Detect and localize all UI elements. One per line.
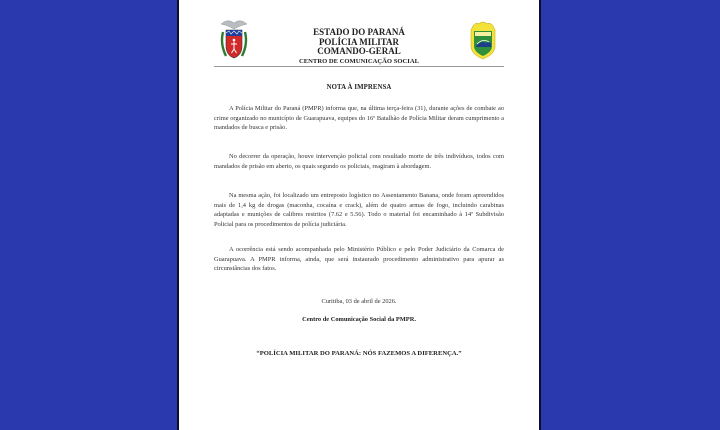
paragraph-4 [214,245,504,274]
letterhead-line-command: COMANDO-GERAL [317,46,401,56]
paragraph-2-text: No decorrer da operação, houve intervenção policial com resultado morte de três indivíduos, todos com mandados de prisão em aberto, os quais segundo os policiais, reagiram à abordagem. [214,153,504,170]
signature: Centro de Comunicação Social da PMPR. [302,316,416,323]
date-line: Curitiba, 03 de abril de 2026. [321,298,397,305]
paragraph-4-text: A ocorrência está sendo acompanhada pelo Ministério Público e pelo Poder Judiciário da Comarca de Guarapuava. A PMPR informa, ainda, que será instaurado procedimento administrativo para apurar as circunstâncias dos fatos. [214,246,504,273]
paragraph-1-text: A Polícia Militar do Paraná (PMPR) informa que, na última terça-feira (31), durante ações de combate ao crime organizado no município de Guarapuava, equipes do 16º Batalhão de Polícia Militar deram cumprimento a mandados de busca e prisão. [214,105,504,132]
paragraph-3 [214,191,504,229]
paragraph-1 [214,104,504,133]
parana-state-coat-of-arms-icon [218,18,250,62]
pmpr-badge-icon [467,20,499,60]
paragraph-3-text: Na mesma ação, foi localizado um entreposto logístico no Assentamento Banana, onde foram apreendidos mais de 1,4 kg de drogas (maconha, cocaína e crack), além de quatro armas de fogo, incluindo carabinas adaptadas e munições de calibres restritos (7.62 e 5.56). Todo o material foi encaminhado à 14ª Subdivisão Policial para os procedimentos de polícia judiciária. [214,192,504,228]
letterhead-title [254,28,464,66]
letterhead-line-police: POLÍCIA MILITAR [318,36,400,47]
letterhead-line-communication: CENTRO DE COMUNICAÇÃO SOCIAL [299,57,419,65]
press-release-page [179,0,539,430]
document-title: NOTA À IMPRENSA [326,84,392,91]
motto: “POLÍCIA MILITAR DO PARANÁ: NÓS FAZEMOS A DIFERENÇA.” [256,350,462,357]
letterhead-line-state: ESTADO DO PARANÁ [313,27,405,37]
letterhead [214,14,504,66]
paragraph-2 [214,152,504,171]
letterhead-divider [214,66,504,67]
